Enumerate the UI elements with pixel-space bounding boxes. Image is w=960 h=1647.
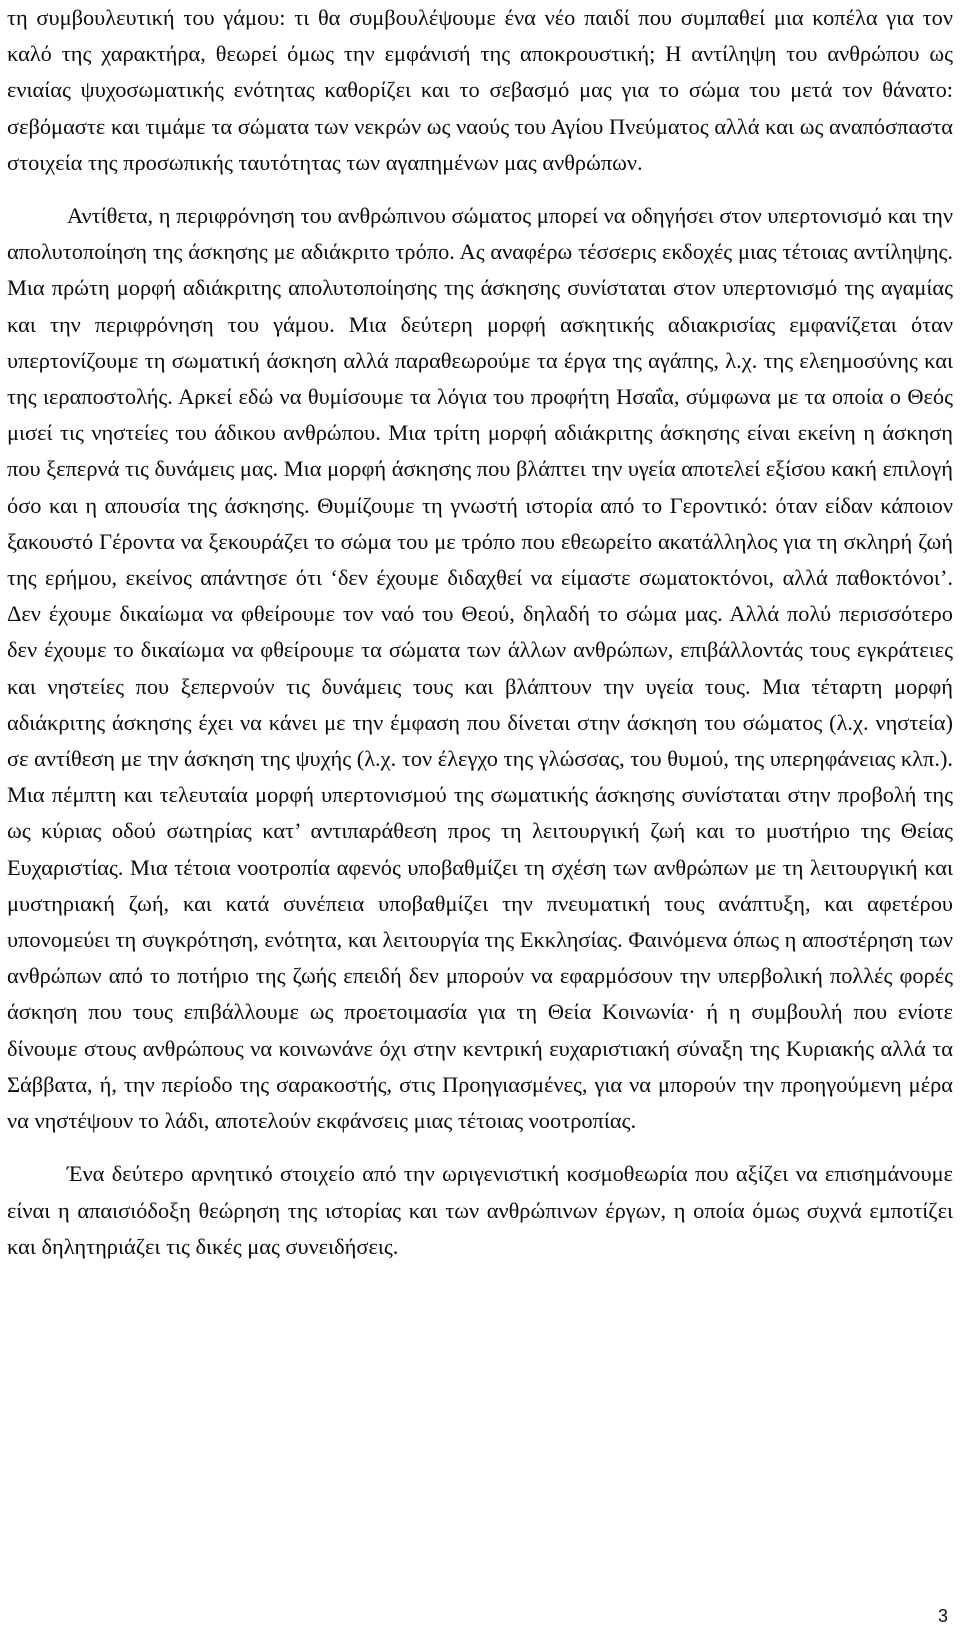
paragraph-3: Ένα δεύτερο αρνητικό στοιχείο από την ωριγενιστική κοσμοθεωρία που αξίζει να επισημάνουμε είναι η απαισιόδοξη θεώρηση της ιστορίας και των ανθρώπινων έργων, η οποία όμως συχνά εμποτίζει και δηλητηριάζει τις δικές μας συνειδήσεις. [7,1161,953,1259]
paragraph-2: Αντίθετα, η περιφρόνηση του ανθρώπινου σώματος μπορεί να οδηγήσει στον υπερτονισμό και την απολυτοποίηση της άσκησης με αδιάκριτο τρόπο. Ας αναφέρω τέσσερις εκδοχές μιας τέτοιας αντίληψης. Μια πρώτη μορφή αδιάκριτης απολυτοποίησης της άσκησης συνίσταται στον υπερτονισμό της αγαμίας και την περιφρόνηση του γάμου. Μια δεύτερη μορφή ασκητικής αδιακρισίας εμφανίζεται όταν υπερτονίζουμε τη σωματική άσκηση αλλά παραθεωρούμε τα έργα της αγάπης, λ.χ. της ελεημοσύνης και της ιεραποστολής. Αρκεί εδώ να θυμίσουμε τα λόγια του προφήτη Ησαΐα, σύμφωνα με τα οποία ο Θεός μισεί τις νηστείες του άδικου ανθρώπου. Μια τρίτη μορφή αδιάκριτης άσκησης είναι εκείνη η άσκηση που ξεπερνά τις δυνάμεις μας. Μια μορφή άσκησης που βλάπτει την υγεία αποτελεί εξίσου κακή επιλογή όσο και η απουσία της άσκησης. Θυμίζουμε τη γνωστή ιστορία από το Γεροντικό: όταν είδαν κάποιον ξακουστό Γέροντα να ξεκουράζει το σώμα του με τρόπο που εθεωρείτο ακατάλληλος για τη σκληρή ζωή της ερήμου, εκείνος απάντησε ότι ‘δεν έχουμε διδαχθεί να είμαστε σωματοκτόνοι, αλλά παθοκτόνοι’. Δεν έχουμε δικαίωμα να φθείρουμε τον ναό του Θεού, δηλαδή το σώμα μας. Αλλά πολύ περισσότερο δεν έχουμε το δικαίωμα να φθείρουμε τα σώματα των άλλων ανθρώπων, επιβάλλοντάς τους εγκράτειες και νηστείες που ξεπερνούν τις δυνάμεις τους και βλάπτουν την υγεία τους. Μια τέταρτη μορφή αδιάκριτης άσκησης έχει να κάνει με την έμφαση που δίνεται στην άσκηση του σώματος (λ.χ. νηστεία) σε αντίθεση με την άσκηση της ψυχής (λ.χ. τον έλεγχο της γλώσσας, του θυμού, της υπερηφάνειας κλπ.). Μια πέμπτη και τελευταία μορφή υπερτονισμού της σωματικής άσκησης συνίσταται στην προβολή της ως κύριας οδού σωτηρίας κατ’ αντιπαράθεση προς τη λειτουργική ζωή και το μυστήριο της Θείας Ευχαριστίας. Μια τέτοια νοοτροπία αφενός υποβαθμίζει τη σχέση των ανθρώπων με τη λειτουργική και μυστηριακή ζωή, και κατά συνέπεια υποβαθμίζει την πνευματική τους ανάπτυξη, και αφετέρου υπονομεύει τη συγκρότηση, ενότητα, και λειτουργία της Εκκλησίας. Φαινόμενα όπως η αποστέρηση των ανθρώπων από το ποτήριο της ζωής επειδή δεν μπορούν να εφαρμόσουν την υπερβολική πολλές φορές άσκηση που τους επιβάλλουμε ως προετοιμασία για τη Θεία Κοινωνία· ή η συμβουλή που ενίοτε δίνουμε στους ανθρώπους να κοινωνάνε όχι στην κεντρική ευχαριστιακή σύναξη της Κυριακής αλλά τα Σάββατα, ή, την περίοδο της σαρακοστής, στις Προηγιασμένες, για να μπορούν την προηγούμενη μέρα να νηστέψουν το λάδι, αποτελούν εκφάνσεις μιας τέτοιας νοοτροπίας. [7,203,953,1134]
page-number: 3 [937,1606,948,1626]
paragraph-1: τη συμβουλευτική του γάμου: τι θα συμβουλέψουμε ένα νέο παιδί που συμπαθεί μια κοπέλα για τον καλό της χαρακτήρα, θεωρεί όμως την εμφάνισή της αποκρουστική; Η αντίληψη του ανθρώπου ως ενιαίας ψυχοσωματικής ενότητας καθορίζει και το σεβασμό μας για το σώμα του μετά τον θάνατο: σεβόμαστε και τιμάμε τα σώματα των νεκρών ως ναούς του Αγίου Πνεύματος αλλά και ως αναπόσπαστα στοιχεία της προσωπικής ταυτότητας των αγαπημένων μας ανθρώπων. [7,5,953,175]
body-text [7,0,953,1265]
